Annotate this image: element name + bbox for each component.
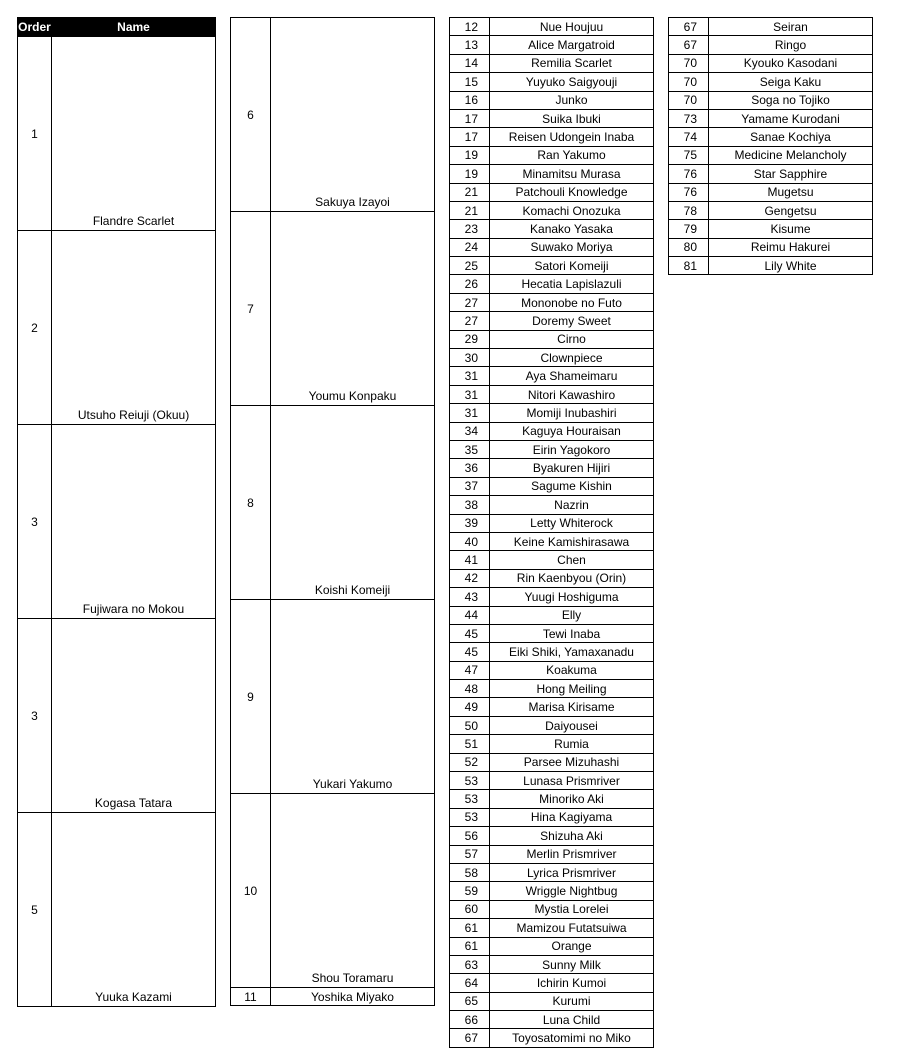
name-cell: Kanako Yasaka bbox=[490, 220, 654, 238]
ranking-row bbox=[669, 73, 873, 91]
ranking-row bbox=[669, 201, 873, 219]
rank-cell: 58 bbox=[450, 863, 490, 881]
rank-cell: 37 bbox=[450, 477, 490, 495]
rank-cell: 25 bbox=[450, 257, 490, 275]
name-cell: Junko bbox=[490, 91, 654, 109]
name-cell: Gengetsu bbox=[709, 201, 873, 219]
name-cell: Yuyuko Saigyouji bbox=[490, 73, 654, 91]
rank-cell: 7 bbox=[231, 212, 271, 406]
rank-cell: 67 bbox=[450, 1029, 490, 1047]
ranking-row bbox=[450, 919, 654, 937]
name-cell: Patchouli Knowledge bbox=[490, 183, 654, 201]
rank-cell: 41 bbox=[450, 551, 490, 569]
name-cell: Alice Margatroid bbox=[490, 36, 654, 54]
ranking-row bbox=[450, 882, 654, 900]
ranking-row bbox=[450, 845, 654, 863]
name-cell: Kogasa Tatara bbox=[52, 619, 216, 813]
name-cell: Minamitsu Murasa bbox=[490, 165, 654, 183]
name-cell: Lily White bbox=[709, 257, 873, 275]
ranking-row bbox=[18, 619, 216, 813]
name-cell: Marisa Kirisame bbox=[490, 698, 654, 716]
name-cell: Minoriko Aki bbox=[490, 790, 654, 808]
name-cell: Ichirin Kumoi bbox=[490, 974, 654, 992]
name-cell: Kyouko Kasodani bbox=[709, 54, 873, 72]
name-cell: Letty Whiterock bbox=[490, 514, 654, 532]
ranking-row bbox=[669, 165, 873, 183]
name-cell: Parsee Mizuhashi bbox=[490, 753, 654, 771]
ranking-row bbox=[450, 514, 654, 532]
rank-cell: 79 bbox=[669, 220, 709, 238]
name-cell: Kisume bbox=[709, 220, 873, 238]
name-cell: Elly bbox=[490, 606, 654, 624]
name-cell: Seiran bbox=[709, 18, 873, 36]
name-cell: Kaguya Houraisan bbox=[490, 422, 654, 440]
name-cell: Hina Kagiyama bbox=[490, 808, 654, 826]
rank-cell: 5 bbox=[18, 813, 52, 1007]
name-cell: Rin Kaenbyou (Orin) bbox=[490, 569, 654, 587]
ranking-row bbox=[450, 36, 654, 54]
name-cell: Reimu Hakurei bbox=[709, 238, 873, 256]
name-cell: Clownpiece bbox=[490, 349, 654, 367]
ranking-row bbox=[450, 18, 654, 36]
ranking-row bbox=[669, 91, 873, 109]
rank-cell: 27 bbox=[450, 293, 490, 311]
name-cell: Mononobe no Futo bbox=[490, 293, 654, 311]
ranking-row bbox=[450, 238, 654, 256]
name-cell: Shou Toramaru bbox=[271, 794, 435, 988]
ranking-row bbox=[669, 146, 873, 164]
rank-cell: 12 bbox=[450, 18, 490, 36]
name-cell: Satori Komeiji bbox=[490, 257, 654, 275]
name-cell: Daiyousei bbox=[490, 716, 654, 734]
rank-cell: 63 bbox=[450, 955, 490, 973]
rank-cell: 67 bbox=[669, 36, 709, 54]
name-cell: Ringo bbox=[709, 36, 873, 54]
ranking-row bbox=[450, 974, 654, 992]
name-cell: Tewi Inaba bbox=[490, 624, 654, 642]
rank-cell: 43 bbox=[450, 588, 490, 606]
ranking-table-list-1 bbox=[449, 17, 654, 1048]
ranking-row bbox=[450, 569, 654, 587]
ranking-row bbox=[450, 624, 654, 642]
ranking-row bbox=[18, 813, 216, 1007]
ranking-row bbox=[669, 220, 873, 238]
ranking-row bbox=[450, 735, 654, 753]
name-cell: Youmu Konpaku bbox=[271, 212, 435, 406]
rank-cell: 52 bbox=[450, 753, 490, 771]
name-cell: Cirno bbox=[490, 330, 654, 348]
ranking-row bbox=[450, 220, 654, 238]
rank-cell: 16 bbox=[450, 91, 490, 109]
ranking-row bbox=[450, 532, 654, 550]
ranking-row bbox=[450, 330, 654, 348]
rank-cell: 13 bbox=[450, 36, 490, 54]
name-cell: Eiki Shiki, Yamaxanadu bbox=[490, 643, 654, 661]
name-cell: Sunny Milk bbox=[490, 955, 654, 973]
ranking-row bbox=[450, 937, 654, 955]
ranking-row bbox=[669, 18, 873, 36]
ranking-row bbox=[669, 238, 873, 256]
ranking-row bbox=[450, 349, 654, 367]
rank-cell: 65 bbox=[450, 992, 490, 1010]
rank-cell: 15 bbox=[450, 73, 490, 91]
ranking-row bbox=[231, 406, 435, 600]
rank-cell: 6 bbox=[231, 18, 271, 212]
rank-cell: 21 bbox=[450, 183, 490, 201]
ranking-row bbox=[450, 551, 654, 569]
name-cell: Chen bbox=[490, 551, 654, 569]
ranking-row bbox=[450, 91, 654, 109]
rank-cell: 74 bbox=[669, 128, 709, 146]
ranking-row bbox=[450, 955, 654, 973]
ranking-row bbox=[450, 808, 654, 826]
ranking-row bbox=[450, 257, 654, 275]
ranking-row bbox=[669, 128, 873, 146]
rank-cell: 14 bbox=[450, 54, 490, 72]
ranking-row bbox=[450, 496, 654, 514]
ranking-row bbox=[450, 900, 654, 918]
ranking-row bbox=[450, 109, 654, 127]
rank-cell: 78 bbox=[669, 201, 709, 219]
rank-cell: 70 bbox=[669, 73, 709, 91]
ranking-row bbox=[231, 988, 435, 1006]
name-cell: Hecatia Lapislazuli bbox=[490, 275, 654, 293]
name-cell: Luna Child bbox=[490, 1011, 654, 1029]
ranking-row bbox=[669, 183, 873, 201]
rank-cell: 35 bbox=[450, 440, 490, 458]
name-cell: Shizuha Aki bbox=[490, 827, 654, 845]
ranking-row bbox=[450, 73, 654, 91]
ranking-row bbox=[450, 661, 654, 679]
name-cell: Sanae Kochiya bbox=[709, 128, 873, 146]
rank-cell: 75 bbox=[669, 146, 709, 164]
ranking-row bbox=[450, 312, 654, 330]
ranking-row bbox=[669, 257, 873, 275]
rank-cell: 42 bbox=[450, 569, 490, 587]
name-cell: Ran Yakumo bbox=[490, 146, 654, 164]
rank-cell: 17 bbox=[450, 109, 490, 127]
ranking-row bbox=[231, 600, 435, 794]
rank-cell: 3 bbox=[18, 425, 52, 619]
ranking-row bbox=[450, 863, 654, 881]
ranking-row bbox=[450, 275, 654, 293]
ranking-row bbox=[450, 440, 654, 458]
rank-cell: 59 bbox=[450, 882, 490, 900]
name-cell: Utsuho Reiuji (Okuu) bbox=[52, 231, 216, 425]
ranking-row bbox=[231, 212, 435, 406]
rank-cell: 50 bbox=[450, 716, 490, 734]
ranking-row bbox=[450, 477, 654, 495]
ranking-row bbox=[18, 425, 216, 619]
rank-cell: 49 bbox=[450, 698, 490, 716]
ranking-row bbox=[450, 404, 654, 422]
name-cell: Hong Meiling bbox=[490, 680, 654, 698]
rank-cell: 36 bbox=[450, 459, 490, 477]
ranking-row bbox=[450, 128, 654, 146]
ranking-row bbox=[669, 54, 873, 72]
rank-cell: 53 bbox=[450, 808, 490, 826]
ranking-row bbox=[231, 794, 435, 988]
ranking-row bbox=[450, 753, 654, 771]
rank-cell: 10 bbox=[231, 794, 271, 988]
name-cell: Eirin Yagokoro bbox=[490, 440, 654, 458]
ranking-row bbox=[450, 165, 654, 183]
name-cell: Lyrica Prismriver bbox=[490, 863, 654, 881]
rank-cell: 8 bbox=[231, 406, 271, 600]
ranking-row bbox=[450, 54, 654, 72]
rank-cell: 45 bbox=[450, 643, 490, 661]
name-cell: Suwako Moriya bbox=[490, 238, 654, 256]
rank-cell: 56 bbox=[450, 827, 490, 845]
rank-cell: 44 bbox=[450, 606, 490, 624]
rank-cell: 24 bbox=[450, 238, 490, 256]
ranking-table-top-2 bbox=[230, 17, 435, 1006]
rank-cell: 60 bbox=[450, 900, 490, 918]
rank-cell: 19 bbox=[450, 146, 490, 164]
ranking-row bbox=[450, 422, 654, 440]
rank-cell: 81 bbox=[669, 257, 709, 275]
rank-cell: 1 bbox=[18, 37, 52, 231]
name-cell: Koakuma bbox=[490, 661, 654, 679]
ranking-table-list-2 bbox=[668, 17, 873, 275]
rank-cell: 30 bbox=[450, 349, 490, 367]
rank-cell: 53 bbox=[450, 772, 490, 790]
rank-cell: 27 bbox=[450, 312, 490, 330]
rank-cell: 11 bbox=[231, 988, 271, 1006]
rank-cell: 17 bbox=[450, 128, 490, 146]
name-cell: Flandre Scarlet bbox=[52, 37, 216, 231]
rank-cell: 70 bbox=[669, 91, 709, 109]
rank-cell: 3 bbox=[18, 619, 52, 813]
name-cell: Wriggle Nightbug bbox=[490, 882, 654, 900]
rank-cell: 66 bbox=[450, 1011, 490, 1029]
name-cell: Merlin Prismriver bbox=[490, 845, 654, 863]
ranking-row bbox=[450, 790, 654, 808]
rank-cell: 61 bbox=[450, 919, 490, 937]
ranking-row bbox=[450, 680, 654, 698]
rank-cell: 61 bbox=[450, 937, 490, 955]
name-cell: Medicine Melancholy bbox=[709, 146, 873, 164]
ranking-row bbox=[450, 183, 654, 201]
name-cell: Yamame Kurodani bbox=[709, 109, 873, 127]
name-cell: Star Sapphire bbox=[709, 165, 873, 183]
name-cell: Doremy Sweet bbox=[490, 312, 654, 330]
rank-cell: 70 bbox=[669, 54, 709, 72]
name-cell: Reisen Udongein Inaba bbox=[490, 128, 654, 146]
name-cell: Mystia Lorelei bbox=[490, 900, 654, 918]
rank-cell: 48 bbox=[450, 680, 490, 698]
ranking-row bbox=[450, 698, 654, 716]
name-cell: Remilia Scarlet bbox=[490, 54, 654, 72]
name-cell: Nue Houjuu bbox=[490, 18, 654, 36]
name-cell: Soga no Tojiko bbox=[709, 91, 873, 109]
name-cell: Komachi Onozuka bbox=[490, 201, 654, 219]
rank-cell: 73 bbox=[669, 109, 709, 127]
rank-cell: 67 bbox=[669, 18, 709, 36]
name-cell: Orange bbox=[490, 937, 654, 955]
name-cell: Byakuren Hijiri bbox=[490, 459, 654, 477]
rank-cell: 57 bbox=[450, 845, 490, 863]
name-cell: Yuuka Kazami bbox=[52, 813, 216, 1007]
name-cell: Sagume Kishin bbox=[490, 477, 654, 495]
rank-cell: 76 bbox=[669, 183, 709, 201]
rank-cell: 76 bbox=[669, 165, 709, 183]
ranking-row bbox=[450, 1011, 654, 1029]
order-header: Order bbox=[18, 18, 52, 37]
name-cell: Kurumi bbox=[490, 992, 654, 1010]
rank-cell: 31 bbox=[450, 367, 490, 385]
ranking-row bbox=[450, 459, 654, 477]
header-row bbox=[18, 18, 216, 37]
rank-cell: 53 bbox=[450, 790, 490, 808]
rank-cell: 80 bbox=[669, 238, 709, 256]
rank-cell: 31 bbox=[450, 385, 490, 403]
ranking-row bbox=[18, 37, 216, 231]
rank-cell: 47 bbox=[450, 661, 490, 679]
name-cell: Aya Shameimaru bbox=[490, 367, 654, 385]
ranking-row bbox=[450, 201, 654, 219]
ranking-row bbox=[450, 367, 654, 385]
name-cell: Rumia bbox=[490, 735, 654, 753]
ranking-row bbox=[450, 588, 654, 606]
rank-cell: 9 bbox=[231, 600, 271, 794]
ranking-row bbox=[450, 385, 654, 403]
rank-cell: 45 bbox=[450, 624, 490, 642]
ranking-row bbox=[450, 716, 654, 734]
name-cell: Lunasa Prismriver bbox=[490, 772, 654, 790]
ranking-row bbox=[450, 146, 654, 164]
ranking-row bbox=[450, 606, 654, 624]
ranking-row bbox=[450, 992, 654, 1010]
name-cell: Yoshika Miyako bbox=[271, 988, 435, 1006]
rank-cell: 31 bbox=[450, 404, 490, 422]
rank-cell: 64 bbox=[450, 974, 490, 992]
ranking-row bbox=[450, 1029, 654, 1047]
name-cell: Momiji Inubashiri bbox=[490, 404, 654, 422]
name-cell: Mamizou Futatsuiwa bbox=[490, 919, 654, 937]
name-cell: Yukari Yakumo bbox=[271, 600, 435, 794]
name-cell: Sakuya Izayoi bbox=[271, 18, 435, 212]
ranking-table-top-1 bbox=[17, 17, 216, 1007]
name-cell: Nazrin bbox=[490, 496, 654, 514]
ranking-row bbox=[450, 293, 654, 311]
rank-cell: 19 bbox=[450, 165, 490, 183]
ranking-row bbox=[669, 36, 873, 54]
rank-cell: 23 bbox=[450, 220, 490, 238]
name-cell: Toyosatomimi no Miko bbox=[490, 1029, 654, 1047]
name-cell: Yuugi Hoshiguma bbox=[490, 588, 654, 606]
ranking-row bbox=[450, 772, 654, 790]
name-cell: Mugetsu bbox=[709, 183, 873, 201]
ranking-row bbox=[669, 109, 873, 127]
name-cell: Fujiwara no Mokou bbox=[52, 425, 216, 619]
rank-cell: 39 bbox=[450, 514, 490, 532]
rank-cell: 26 bbox=[450, 275, 490, 293]
rank-cell: 29 bbox=[450, 330, 490, 348]
rank-cell: 21 bbox=[450, 201, 490, 219]
rank-cell: 34 bbox=[450, 422, 490, 440]
rank-cell: 40 bbox=[450, 532, 490, 550]
ranking-row bbox=[450, 643, 654, 661]
rank-cell: 2 bbox=[18, 231, 52, 425]
name-cell: Seiga Kaku bbox=[709, 73, 873, 91]
ranking-row bbox=[450, 827, 654, 845]
name-header: Name bbox=[52, 18, 216, 37]
name-cell: Koishi Komeiji bbox=[271, 406, 435, 600]
name-cell: Suika Ibuki bbox=[490, 109, 654, 127]
ranking-row bbox=[231, 18, 435, 212]
ranking-row bbox=[18, 231, 216, 425]
rank-cell: 51 bbox=[450, 735, 490, 753]
name-cell: Keine Kamishirasawa bbox=[490, 532, 654, 550]
rank-cell: 38 bbox=[450, 496, 490, 514]
name-cell: Nitori Kawashiro bbox=[490, 385, 654, 403]
